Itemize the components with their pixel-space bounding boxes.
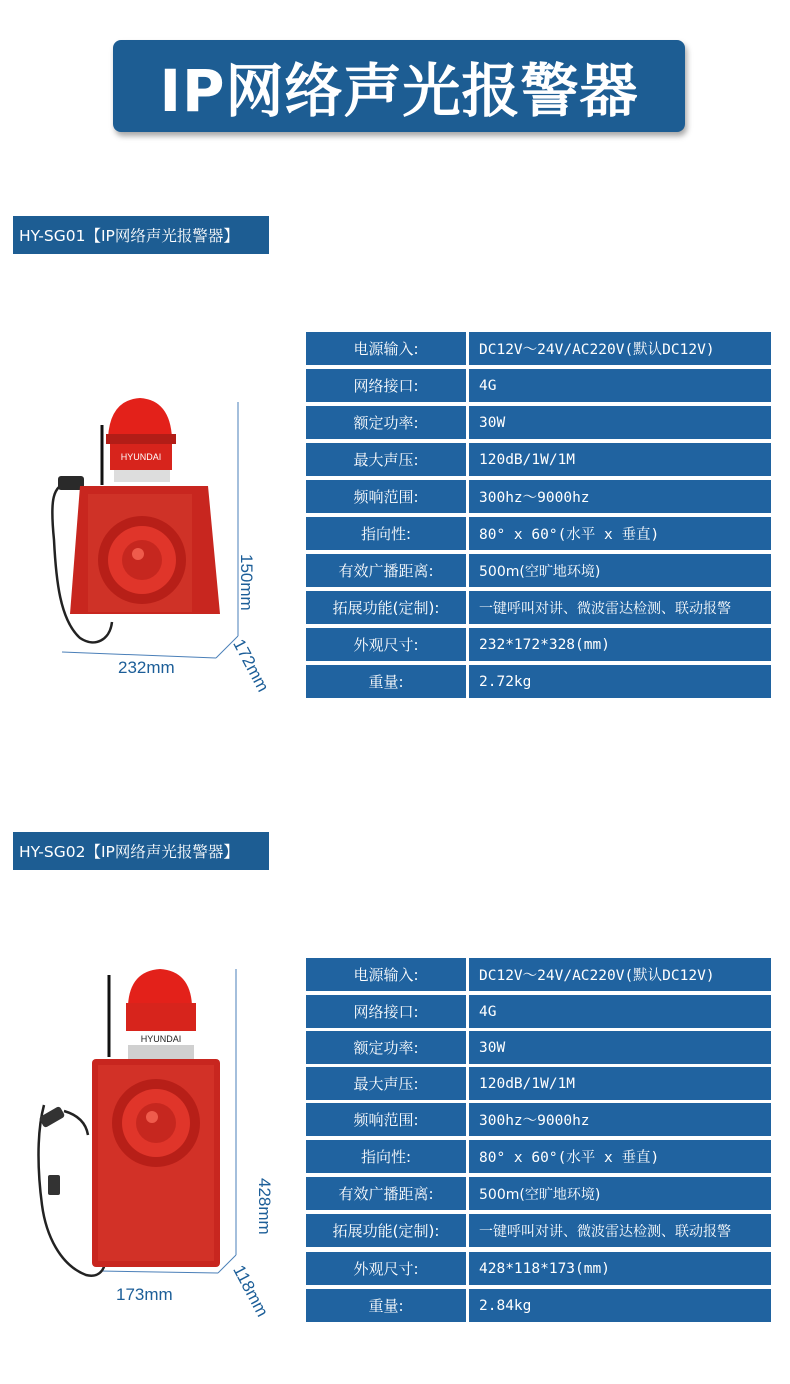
spec-table-sg02 (306, 958, 771, 1322)
spec-label: 额定功率: (306, 1031, 466, 1064)
spec-label: 重量: (306, 665, 466, 698)
spec-row (306, 958, 771, 991)
spec-label: 指向性: (306, 1140, 466, 1173)
spec-value: DC12V～24V/AC220V(默认DC12V) (469, 332, 771, 365)
spec-label: 重量: (306, 1289, 466, 1322)
product-image-sg01 (40, 390, 290, 680)
spec-row (306, 1031, 771, 1064)
spec-value: 300hz～9000hz (469, 1103, 771, 1136)
spec-value: 2.84kg (469, 1289, 771, 1322)
spec-row (306, 1214, 771, 1247)
brand-logo: HYUNDAI (140, 1034, 182, 1044)
dim-height: 150mm (237, 554, 256, 611)
spec-label: 额定功率: (306, 406, 466, 439)
dim-depth: 172mm (229, 636, 273, 695)
spec-value: 一键呼叫对讲、微波雷达检测、联动报警 (469, 1214, 771, 1247)
spec-label: 有效广播距离: (306, 554, 466, 587)
spec-value: 120dB/1W/1M (469, 443, 771, 476)
dim-height: 428mm (255, 1178, 274, 1235)
spec-row (306, 1252, 771, 1285)
spec-value: 4G (469, 995, 771, 1028)
model-title-bar: HY-SG02【IP网络声光报警器】 (13, 832, 269, 870)
spec-row (306, 406, 771, 439)
spec-row (306, 554, 771, 587)
spec-value: 80° x 60°(水平 x 垂直) (469, 517, 771, 550)
spec-row (306, 995, 771, 1028)
dim-width: 232mm (118, 658, 175, 677)
spec-row (306, 443, 771, 476)
spec-label: 拓展功能(定制): (306, 591, 466, 624)
spec-value: 232*172*328(mm) (469, 628, 771, 661)
spec-label: 电源输入: (306, 332, 466, 365)
spec-label: 频响范围: (306, 1103, 466, 1136)
spec-label: 网络接口: (306, 369, 466, 402)
spec-label: 最大声压: (306, 1067, 466, 1100)
spec-value: 120dB/1W/1M (469, 1067, 771, 1100)
spec-value: 80° x 60°(水平 x 垂直) (469, 1140, 771, 1173)
spec-row (306, 1289, 771, 1322)
spec-label: 指向性: (306, 517, 466, 550)
spec-row (306, 332, 771, 365)
spec-row (306, 665, 771, 698)
spec-row (306, 1140, 771, 1173)
spec-value: 500m(空旷地环境) (469, 1177, 771, 1210)
spec-row (306, 517, 771, 550)
spec-value: 30W (469, 406, 771, 439)
page-title: IP网络声光报警器 (113, 40, 685, 132)
spec-row (306, 591, 771, 624)
spec-row (306, 1177, 771, 1210)
spec-table-sg01 (306, 332, 771, 697)
spec-label: 有效广播距离: (306, 1177, 466, 1210)
spec-value: 4G (469, 369, 771, 402)
spec-label: 拓展功能(定制): (306, 1214, 466, 1247)
product-image-sg02 (30, 965, 280, 1310)
spec-label: 外观尺寸: (306, 1252, 466, 1285)
spec-value: 2.72kg (469, 665, 771, 698)
spec-value: 500m(空旷地环境) (469, 554, 771, 587)
spec-label: 电源输入: (306, 958, 466, 991)
spec-label: 网络接口: (306, 995, 466, 1028)
spec-label: 频响范围: (306, 480, 466, 513)
spec-value: 30W (469, 1031, 771, 1064)
spec-value: 428*118*173(mm) (469, 1252, 771, 1285)
spec-value: DC12V～24V/AC220V(默认DC12V) (469, 958, 771, 991)
model-title-bar: HY-SG01【IP网络声光报警器】 (13, 216, 269, 254)
brand-logo: HYUNDAI (120, 452, 162, 462)
spec-value: 一键呼叫对讲、微波雷达检测、联动报警 (469, 591, 771, 624)
spec-value: 300hz～9000hz (469, 480, 771, 513)
spec-row (306, 1067, 771, 1100)
dim-width: 173mm (116, 1285, 173, 1304)
spec-row (306, 1103, 771, 1136)
spec-row (306, 369, 771, 402)
dim-depth: 118mm (229, 1262, 273, 1320)
spec-row (306, 628, 771, 661)
spec-label: 最大声压: (306, 443, 466, 476)
spec-label: 外观尺寸: (306, 628, 466, 661)
spec-row (306, 480, 771, 513)
